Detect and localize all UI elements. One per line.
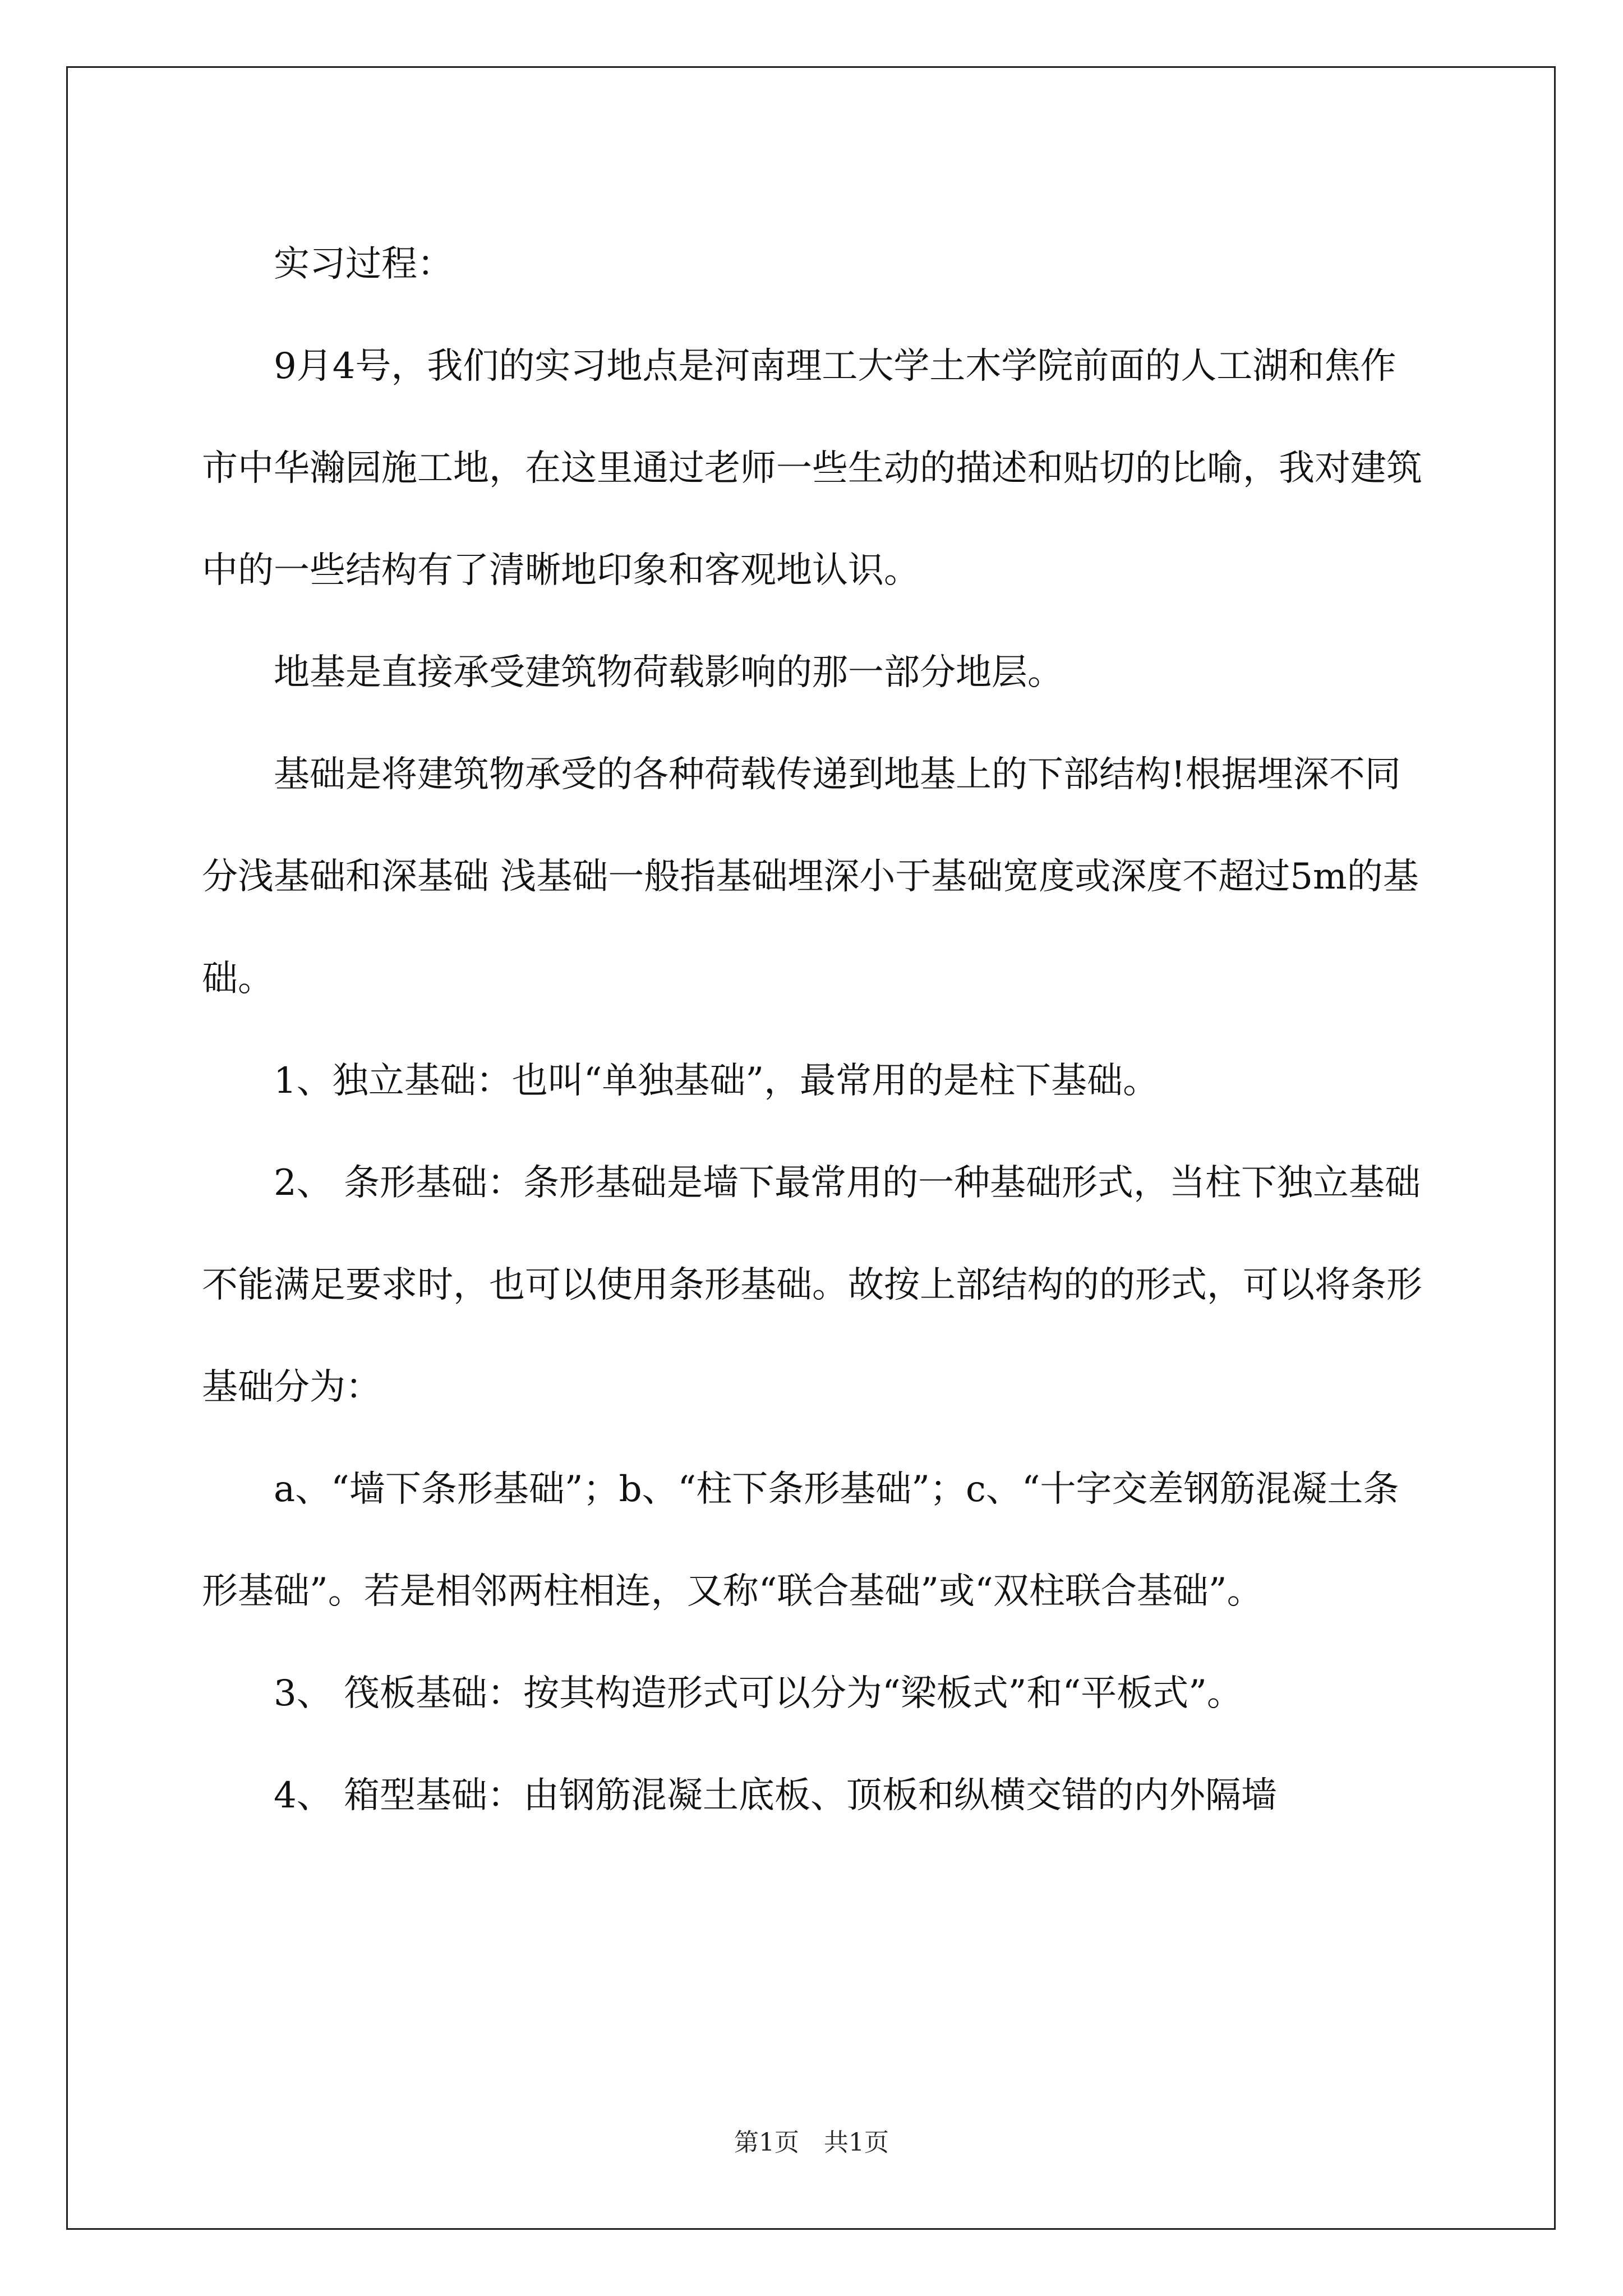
document-body [202,213,1424,1847]
paragraph: 1、独立基础：也叫“单独基础”，最常用的是柱下基础。 [274,1060,1159,1102]
paragraph: a、“墙下条形基础”；b、“柱下条形基础”；c、“十字交差钢筋混凝土条形基础”。若是相邻两柱相连，又称“联合基础”或“双柱联合基础”。 [202,1469,1399,1612]
paragraph: 9月4号，我们的实习地点是河南理工大学土木学院前面的人工湖和焦作市中华瀚园施工地，在这里通过老师一些生动的描述和贴切的比喻，我对建筑中的一些结构有了清晰地印象和客观地认识。 [202,346,1422,591]
paragraph: 4、 箱型基础：由钢筋混凝土底板、顶板和纵横交错的内外隔墙 [274,1775,1278,1816]
page-footer: 第1页 共1页 [734,2128,889,2157]
paragraph: 基础是将建筑物承受的各种荷载传递到地基上的下部结构!根据埋深不同分浅基础和深基础 浅基础一般指基础埋深小于基础宽度或深度不超过5m的基础。 [202,754,1419,1000]
paragraph-heading: 实习过程： [274,243,453,285]
paragraph: 2、 条形基础：条形基础是墙下最常用的一种基础形式，当柱下独立基础不能满足要求时，也可以使用条形基础。故按上部结构的的形式，可以将条形基础分为： [202,1162,1422,1408]
paragraph: 地基是直接承受建筑物荷载影响的那一部分地层。 [274,652,1063,693]
paragraph: 3、 筏板基础：按其构造形式可以分为“梁板式”和“平板式”。 [274,1673,1243,1714]
